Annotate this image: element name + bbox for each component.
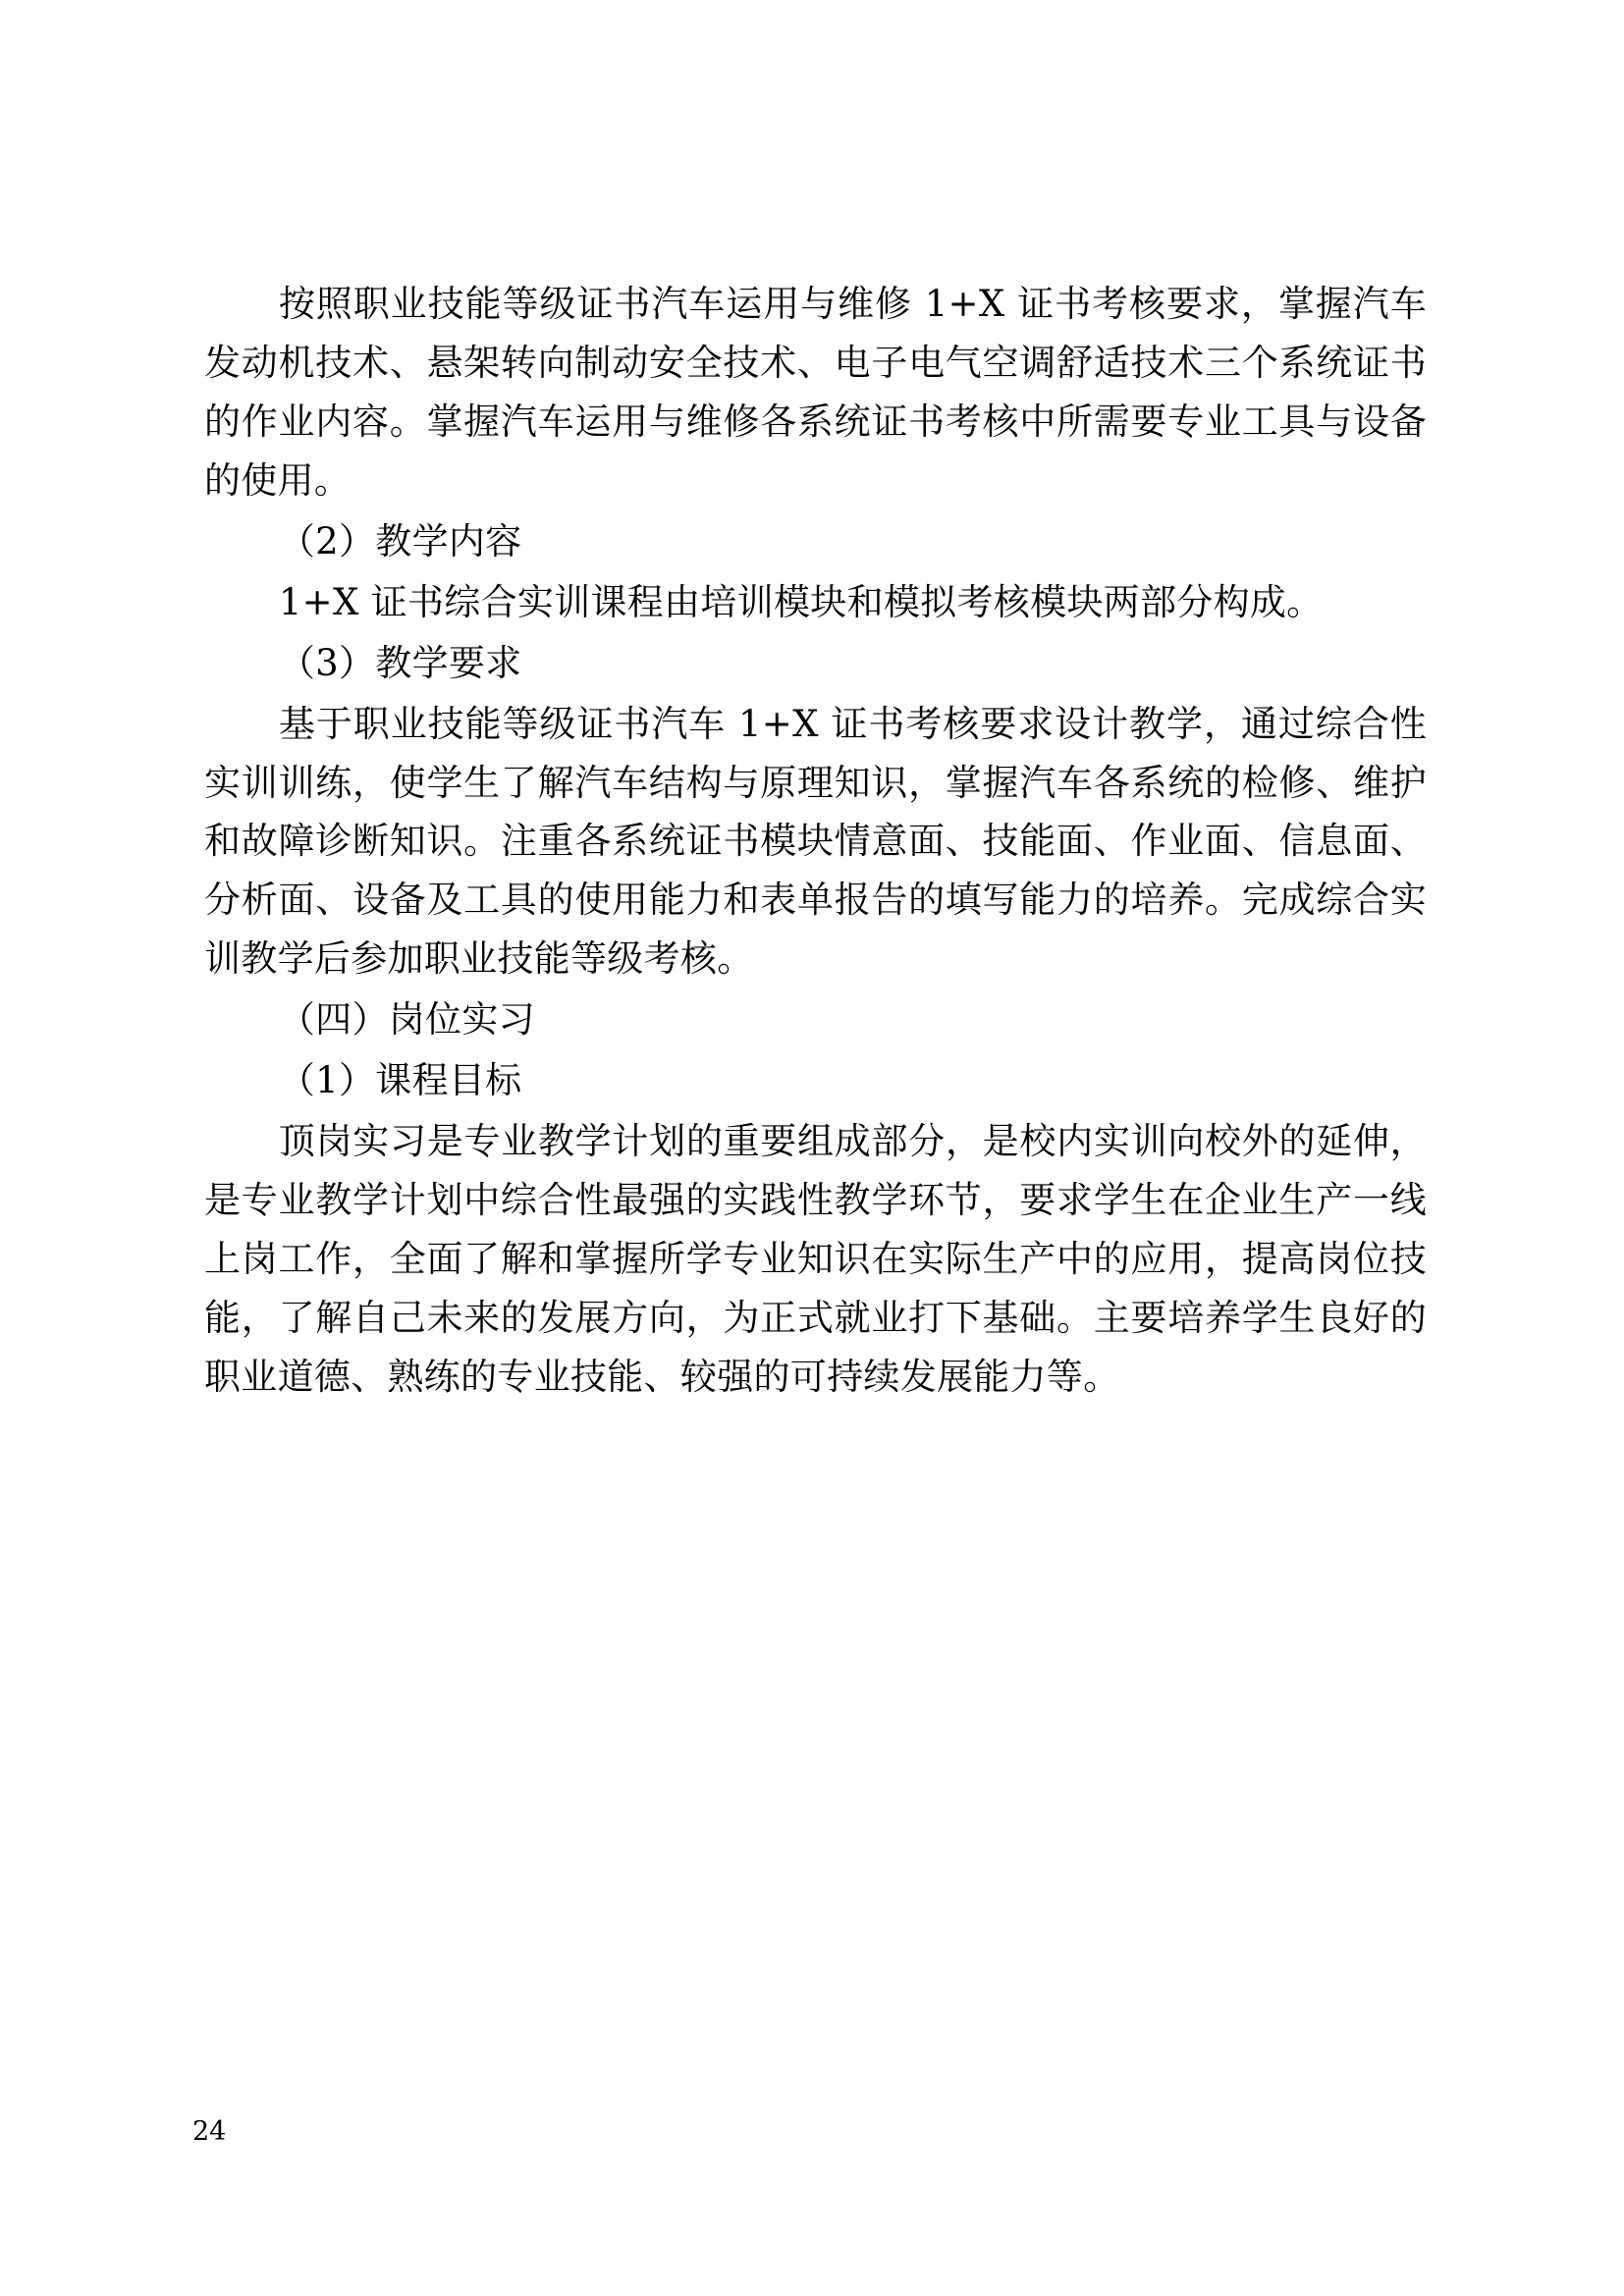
page-body	[204, 275, 1427, 1409]
page-number: 24	[192, 2116, 227, 2147]
paragraph-teaching-content: 1+X 证书综合实训课程由培训模块和模拟考核模块两部分构成。	[278, 580, 1324, 623]
heading-teaching-requirements: （3）教学要求	[278, 641, 522, 684]
heading-teaching-content: （2）教学内容	[278, 519, 522, 562]
heading-course-objectives: （1）课程目标	[278, 1059, 522, 1102]
heading-post-internship: （四）岗位实习	[278, 998, 535, 1041]
paragraph-certificate-requirements: 按照职业技能等级证书汽车运用与维修 1+X 证书考核要求，掌握汽车发动机技术、悬架转向制动安全技术、电子电气空调舒适技术三个系统证书的作业内容。掌握汽车运用与维修各系统证书考核中所需要专业工具与设备的使用。	[204, 283, 1427, 502]
paragraph-teaching-requirements: 基于职业技能等级证书汽车 1+X 证书考核要求设计教学，通过综合性实训训练，使学生了解汽车结构与原理知识，掌握汽车各系统的检修、维护和故障诊断知识。注重各系统证书模块情意面、技能面、作业面、信息面、分析面、设备及工具的使用能力和表单报告的填写能力的培养。完成综合实训教学后参加职业技能等级考核。	[204, 702, 1427, 981]
paragraph-course-objectives: 顶岗实习是专业教学计划的重要组成部分，是校内实训向校外的延伸，是专业教学计划中综合性最强的实践性教学环节，要求学生在企业生产一线上岗工作，全面了解和掌握所学专业知识在实际生产中的应用，提高岗位技能，了解自己未来的发展方向，为正式就业打下基础。主要培养学生良好的职业道德、熟练的专业技能、较强的可持续发展能力等。	[204, 1120, 1427, 1398]
